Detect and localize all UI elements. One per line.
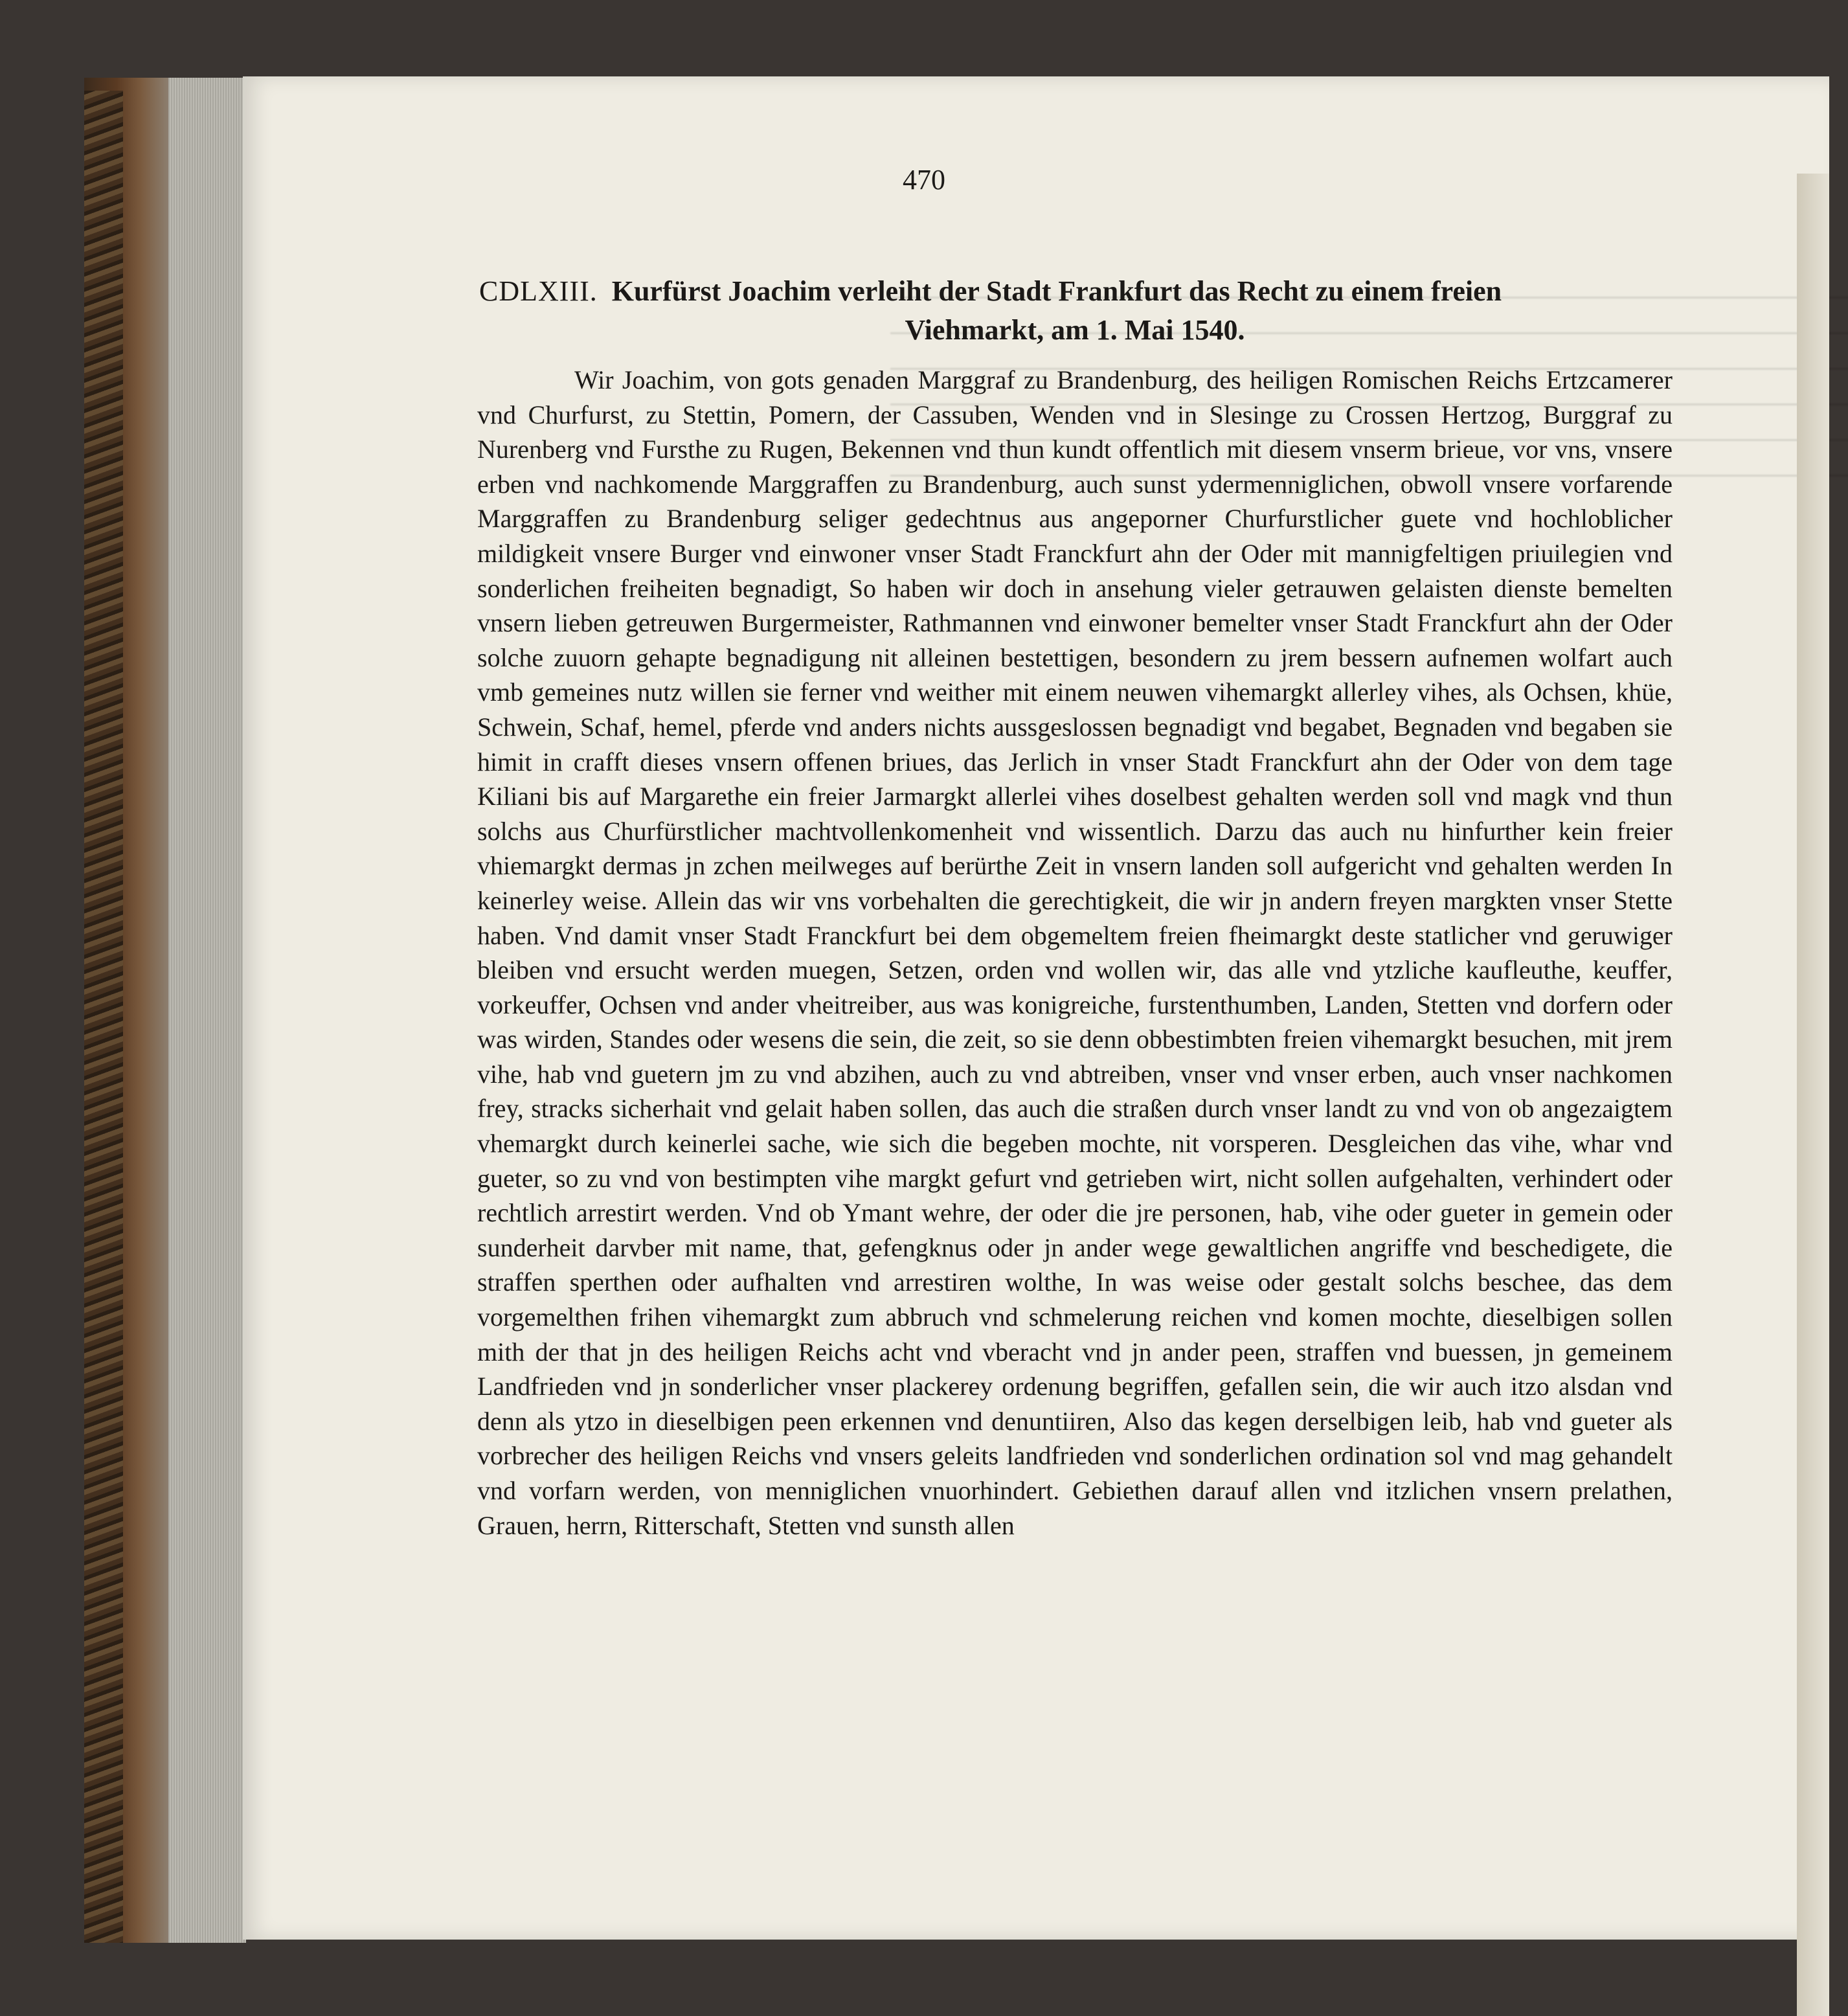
document-heading (479, 272, 1671, 350)
heading-line-2: Viehmarkt, am 1. Mai 1540. (905, 314, 1245, 346)
facing-page-edge (1797, 174, 1829, 2016)
marbled-edge (84, 91, 123, 1943)
page-number: 470 (903, 164, 945, 196)
page-block (168, 78, 246, 1943)
body-text: Wir Joachim, von gots genaden Marggraf zu Brandenburg, des heiligen Romischen Reichs Ertzcamerer vnd Churfurst, zu Stettin, Pomern, der Cassuben, Wenden vnd in Slesinge zu Crossen Hertzog, Burggraf zu Nurenberg vnd Fursthe zu Rugen, Bekennen vnd thun kundt offentlich mit diesem vnserm brieue, vor vns, vnsere erben vnd nachkomende Marggraffen zu Brandenburg, auch sunst ydermenniglichen, obwoll vnsere vorfarende Marggraffen zu Brandenburg seliger gedechtnus aus angeporner Churfurstlicher guete vnd hochloblicher mildigkeit vnsere Burger vnd einwoner vnser Stadt Franckfurt ahn der Oder mit mannigfeltigen priuilegien vnd sonderlichen freiheiten begnadigt, So haben wir doch in ansehung vieler getrauwen gelaisten dienste bemelten vnsern lieben getreuwen Burgermeister, Rathmannen vnd einwoner bemelter vnser Stadt Franckfurt ahn der Oder solche zuuorn gehapte begnadigung nit alleinen bestettigen, besondern zu jrem bessern aufnemen wolfart auch vmb gemeines nutz willen sie ferner vnd weither mit einem neuwen vihemargkt allerley vihes, als Ochsen, khüe, Schwein, Schaf, hemel, pferde vnd anders nichts aussgeslossen begnadigt vnd begabet, Begnaden vnd begaben sie himit in crafft dieses vnsern offenen briues, das Jerlich in vnser Stadt Franckfurt ahn der Oder von dem tage Kiliani bis auf Margarethe ein freier Jarmargkt allerlei vihes doselbest gehalten werden soll vnd magk vnd thun solchs aus Churfürstlicher machtvollenkomenheit vnd wissentlich. Darzu das auch nu hinfurther kein freier vhiemargkt dermas jn zchen meilweges auf berürthe Zeit in vnsern landen soll aufgericht vnd gehalten werden In keinerley weise. Allein das wir vns vorbehalten die gerechtigkeit, die wir jn andern freyen margkten vnser Stette haben. Vnd damit vnser Stadt Franckfurt bei dem obgemeltem freien fheimargkt deste statlicher vnd geruwiger bleiben vnd ersucht werden muegen, Setzen, orden vnd wollen wir, das alle vnd ytzliche kaufleuthe, keuffer, vorkeuffer, Ochsen vnd ander vheitreiber, aus was konigreiche, furstenthumben, Landen, Stetten vnd dorfern oder was wirden, Standes oder wesens die sein, die zeit, so sie denn obbestimbten freien vihemargkt besuchen, mit jrem vihe, hab vnd guetern jm zu vnd abzihen, auch zu vnd abtreiben, vnser vnd vnser erben, auch vnser nachkomen frey, stracks sicherhait vnd gelait haben sollen, das auch die straßen durch vnser landt zu vnd von ob angezaigtem vhemargkt durch keinerlei sache, wie sich die begeben mochte, nit vorsperen. Desgleichen das vihe, whar vnd gueter, so zu vnd von bestimpten vihe margkt gefurt vnd getrieben wirt, nicht sollen aufgehalten, verhindert oder rechtlich arrestirt werden. Vnd ob Ymant wehre, der oder die jre personen, hab, vihe oder gueter in gemein oder sunderheit darvber mit name, that, gefengknus oder jn ander wege gewaltlichen angriffe vnd beschedigete, die straffen sperthen oder aufhalten vnd arrestiren wolthe, In was weise oder gestalt solchs beschee, das dem vorgemelthen frihen vihemargkt zum abbruch vnd schmelerung reichen vnd komen mochte, dieselbigen sollen mith der that jn des heiligen Reichs acht vnd vberacht vnd jn ander peen, straffen vnd buessen, jn gemeinem Landfrieden vnd jn sonderlicher vnser plackerey ordenung begriffen, gefallen sein, die wir auch itzo alsdan vnd denn als ytzo in dieselbigen peen erkennen vnd denuntiiren, Also das kegen derselbigen leib, hab vnd gueter als vorbrecher des heiligen Reichs vnd vnsers geleits landfrieden vnd sonderlichen ordination sol vnd mag gehandelt vnd vorfarn werden, von menniglichen vnuorhindert. Gebiethen darauf allen vnd itzlichen vnsern prelathen, Grauen, herrn, Ritterschaft, Stetten vnd sunsth allen (477, 365, 1673, 1540)
heading-line-1: Kurfürst Joachim verleiht der Stadt Frankfurt das Recht zu einem freien (611, 275, 1502, 307)
document-numeral: CDLXIII. (479, 275, 598, 307)
